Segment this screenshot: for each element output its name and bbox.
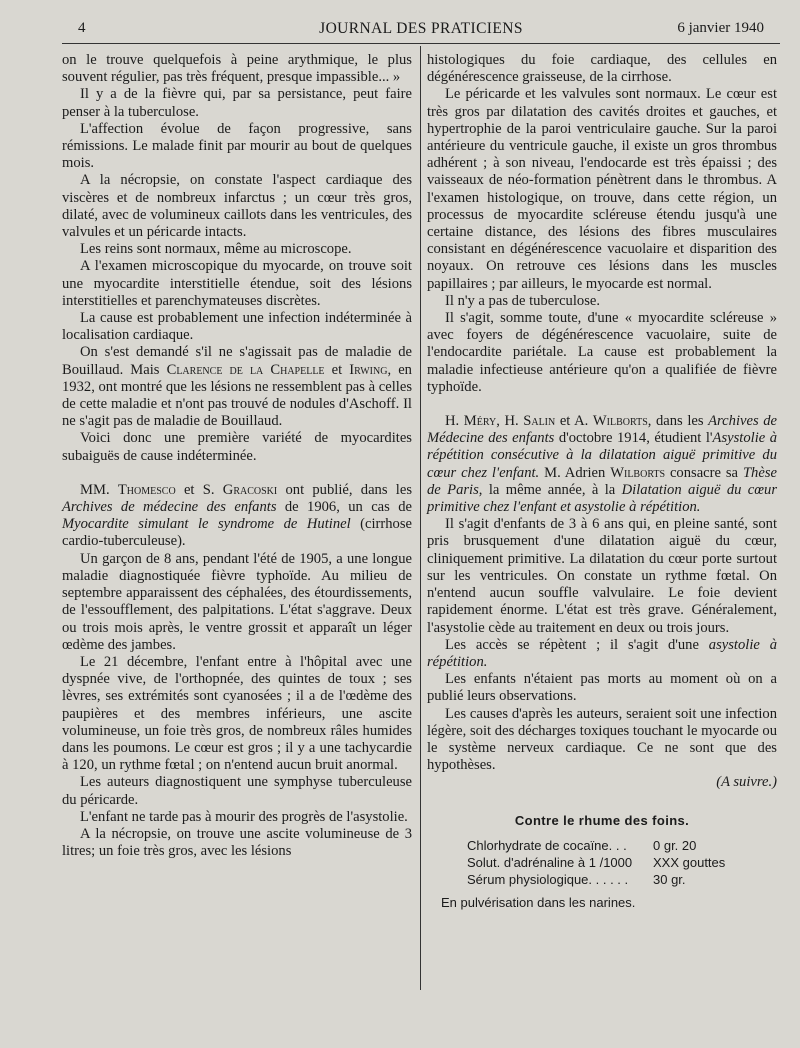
paragraph: Un garçon de 8 ans, pendant l'été de 1905, a une longue maladie diagnostiquée fièvre typhoïde. Au milieu de septembre apparaissent des céphalées, des étourdissements, de l'essoufflement, des palpitations. L'état s'aggrave. Deux ou trois mois après, le ventre grossit et apparaît un léger œdème des jambes.	[62, 550, 412, 653]
right-column	[427, 52, 777, 911]
section-gap	[427, 396, 777, 413]
text-run: ont publié, dans les	[277, 481, 413, 498]
paragraph: Voici donc une première variété de myocardites subaiguës de cause indéterminée.	[62, 430, 412, 464]
ingredient-dose: XXX gouttes	[653, 854, 726, 870]
journal-title: JOURNAL DES PRATICIENS	[319, 20, 523, 37]
text-run: (cirrhose cardio-tuberculeuse).	[62, 516, 412, 550]
text-run: de 1906, un cas de	[276, 499, 412, 516]
paragraph: Le 21 décembre, l'enfant entre à l'hôpital avec une dyspnée vive, de l'orthopnée, des quintes de toux ; ses lèvres, ses extrémités sont cyanosées ; il a de l'œdème des paupières et des membres inférieurs, une ascite volumineuse, un foie très gros, de nombreux râles humides dans les poumons. Le cœur est gros ; il y a une tachycardie à 120, un rythme fœtal ; on n'entend aucun bruit anormal.	[62, 653, 412, 774]
ingredient-dose: 0 gr. 20	[653, 837, 697, 853]
paragraph: A l'examen microscopique du myocarde, on trouve soit une myocardite interstitielle étendue, soit des lésions interstitielles et parenchymateuses discrètes.	[62, 258, 412, 309]
paragraph	[427, 637, 777, 671]
paragraph: Il y a de la fièvre qui, par sa persistance, peut faire penser à la tuberculose.	[62, 86, 412, 120]
formula-title: Contre le rhume des foins.	[514, 812, 690, 828]
paragraph: on le trouve quelquefois à peine arythmique, le plus souvent régulier, pas très fréquent, presque impassible... »	[62, 52, 412, 86]
paragraph: Il s'agit, somme toute, d'une « myocardite scléreuse » avec foyers de dégénérescence vacuolaire, suite de l'endocardite pariétale. La cause est probablement la maladie infectieuse antérieure qu'on a qualifiée de fièvre typhoïde.	[427, 310, 777, 395]
formula-note: En pulvérisation dans les narines.	[441, 894, 636, 910]
ingredient-dose: 30 gr.	[653, 871, 686, 887]
thesis-subject: Dilatation aiguë du cœur primitive chez l'enfant et asystolie à répétition.	[427, 481, 777, 516]
author-name: Irwing	[349, 361, 388, 378]
formula-row	[467, 854, 777, 871]
paragraph: Il s'agit d'enfants de 3 à 6 ans qui, en pleine santé, sont pris brusquement d'une dilatation aiguë du cœur, cliniquement primitive. La dilatation du cœur porte surtout sur les ventricules. On constate un rythme fœtal. On n'entend aucun souffle valvulaire. Le foie devient rapidement énorme. L'état est très grave. Généralement, l'asystolie cède au traitement en deux ou trois jours.	[427, 516, 777, 636]
paragraph: A la nécropsie, on constate l'aspect cardiaque des viscères et de nombreux infarctus ; un cœur très gros, dilaté, avec de volumineux caillots dans les ventricules, des valvules et un péricarde intacts.	[62, 172, 412, 241]
formula-list	[467, 837, 777, 888]
header-rule	[62, 43, 780, 44]
text-run: , en 1932, ont montré que les lésions ne ressemblent pas à celles de cette maladie et n'ont pas trouvé de nodules d'Aschoff. Il ne s'agit pas de maladie de Bouillaud.	[62, 361, 412, 430]
paragraph	[62, 344, 412, 430]
column-divider	[420, 46, 421, 990]
paragraph: Le péricarde et les valvules sont normaux. Le cœur est très gros par dilatation des cavités droites et gauches, et hypertrophie de la paroi ventriculaire gauche. Sur la paroi antérieure du ventricule gauche, il existe un gros thrombus adhérent ; à son niveau, l'endocarde est très épaissi ; des vaisseaux de néo-formation pénètrent dans le thrombus. A l'examen histologique, on trouve, dans cette région, un processus de myocardite scléreuse étendu jusqu'à une certaine distance, des lésions des fibres musculaires consistant en dégénérescence vacuolaire et disparition des noyaux. On retrouve ces lésions dans les muscles papillaires ; par ailleurs, le myocarde est normal.	[427, 86, 777, 292]
text-run: , la même année, à la	[478, 481, 622, 498]
author-name: Thomesco	[117, 481, 176, 498]
paragraph	[62, 482, 412, 551]
text-run: M. Adrien	[539, 464, 611, 481]
paragraph: La cause est probablement une infection indéterminée à localisation cardiaque.	[62, 310, 412, 344]
text-run: et	[324, 361, 350, 378]
formula-row	[467, 837, 777, 854]
text-run: , H.	[496, 413, 524, 430]
thesis-title: Thèse de Paris	[427, 464, 777, 498]
formula-row	[467, 871, 777, 888]
paragraph: L'enfant ne tarde pas à mourir des progrès de l'asystolie.	[80, 808, 408, 825]
paragraph: histologiques du foie cardiaque, des cellules en dégénérescence graisseuse, de la cirrhose.	[427, 52, 777, 86]
paragraph	[427, 413, 777, 516]
section-gap	[62, 465, 412, 482]
article-title: Asystolie à répétition consécutive à la dilatation aiguë primitive du cœur chez l'enfant.	[427, 430, 778, 481]
page-header	[78, 20, 764, 42]
text-run: On s'est demandé s'il ne s'agissait pas de maladie de Bouillaud. Mais	[62, 344, 412, 378]
emphasis: asystolie à répétition.	[427, 636, 777, 670]
ingredient-name: Sérum physiologique. . . . . .	[467, 871, 629, 887]
publication-title: Archives de médecine des enfants	[62, 499, 277, 516]
author-name: Wilborts	[592, 413, 648, 430]
author-name: Méry	[463, 413, 497, 430]
text-run: H.	[445, 413, 464, 430]
paragraph: Il n'y a pas de tuberculose.	[445, 292, 601, 309]
to-be-continued: (A suivre.)	[716, 774, 777, 791]
paragraph: Les causes d'après les auteurs, seraient soit une infection légère, soit des décharges toxiques touchant le myocarde ou le système nerveux cardiaque. Ce ne sont que des hypothèses.	[427, 705, 777, 774]
author-name: Clarence de la Chapelle	[166, 361, 325, 378]
author-name: Salin	[523, 413, 556, 430]
ingredient-name: Chlorhydrate de cocaïne. . .	[467, 837, 627, 853]
paragraph: Les auteurs diagnostiquent une symphyse tuberculeuse du péricarde.	[62, 774, 412, 808]
text-run: MM.	[80, 481, 118, 498]
page-number: 4	[78, 20, 86, 36]
left-column	[62, 52, 412, 860]
text-run: et S.	[175, 481, 223, 498]
issue-date: 6 janvier 1940	[677, 20, 764, 36]
paragraph: Les reins sont normaux, même au microscope.	[80, 241, 352, 258]
paragraph: A la nécropsie, on trouve une ascite volumineuse de 3 litres; un foie très gros, avec les lésions	[62, 825, 412, 860]
text-run: , dans les	[647, 413, 709, 430]
text-run: consacre sa	[665, 464, 743, 481]
paragraph: Les enfants n'étaient pas morts au moment où on a publié leurs observations.	[427, 671, 777, 705]
text-run: d'octobre 1914, étudient l'	[554, 430, 713, 447]
text-run: et A.	[555, 413, 593, 430]
article-title: Myocardite simulant le syndrome de Hutinel	[62, 516, 351, 533]
publication-title: Archives de Médecine des enfants	[427, 413, 777, 447]
text-run: Les accès se répètent ; il s'agit d'une	[445, 636, 709, 653]
author-name: Wilborts	[610, 464, 666, 481]
ingredient-name: Solut. d'adrénaline à 1 /1000	[467, 854, 633, 870]
author-name: Gracoski	[222, 481, 278, 498]
paragraph: L'affection évolue de façon progressive, sans rémissions. Le malade finit par mourir au bout de quelques mois.	[62, 120, 412, 172]
